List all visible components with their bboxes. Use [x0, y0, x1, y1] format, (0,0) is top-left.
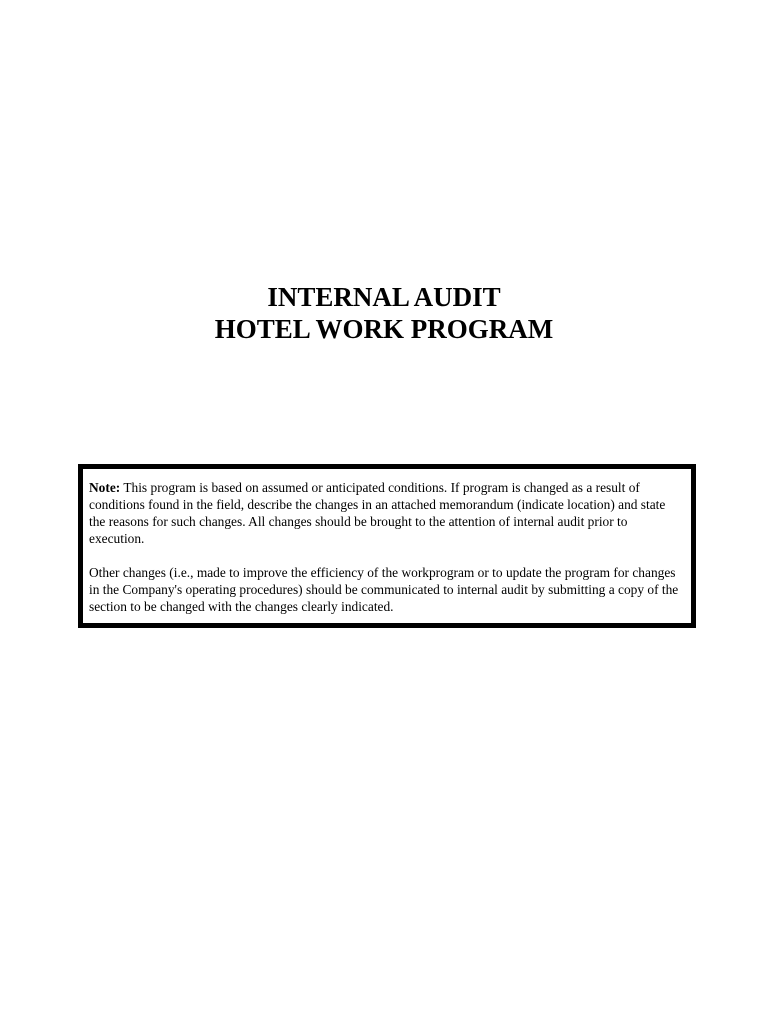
title-line-2: HOTEL WORK PROGRAM — [214, 314, 554, 344]
note-paragraph-2: Other changes (i.e., made to improve the efficiency of the workprogram or to update the program for changes in the Company's operating procedures) should be communicated to internal audit by submitting a copy of the section to be changed with the changes clearly indicated. — [89, 565, 679, 614]
page-title — [0, 281, 768, 345]
note-paragraph-1 — [89, 479, 685, 547]
title-line-1: INTERNAL AUDIT — [267, 282, 501, 312]
note-box — [78, 464, 696, 628]
note-label: Note: — [89, 480, 121, 495]
note-paragraph-1-text: This program is based on assumed or anticipated conditions. If program is changed as a result of conditions found in the field, describe the changes in an attached memorandum (indicate location) and state the reasons for such changes. All changes should be brought to the attention of internal audit prior to execution. — [89, 480, 666, 546]
